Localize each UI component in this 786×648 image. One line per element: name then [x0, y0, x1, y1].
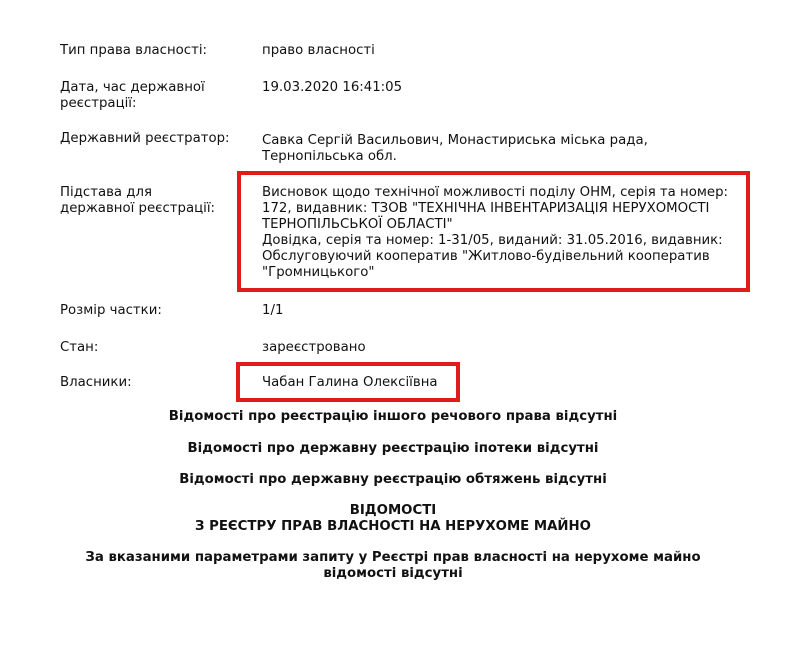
status-label: Стан: [60, 340, 99, 355]
owners-value: Чабан Галина Олексіївна [262, 375, 438, 390]
registration-basis-label: Підстава для державної реєстрації: [60, 185, 216, 216]
share-size-value: 1/1 [262, 303, 284, 318]
owners-highlight-box [236, 362, 460, 402]
ownership-type-value: право власності [262, 43, 375, 58]
basis-highlight-box [237, 171, 750, 292]
notice-mortgage: Відомості про державну реєстрацію іпотеки відсутні [187, 441, 599, 456]
owners-label: Власники: [60, 375, 132, 390]
registration-date-value: 19.03.2020 16:41:05 [262, 80, 403, 95]
section-title: ВІДОМОСТІ З РЕЄСТРУ ПРАВ ВЛАСНОСТІ НА НЕРУХОМЕ МАЙНО [195, 503, 591, 534]
registration-basis-value: Висновок щодо технічної можливості поділу ОНМ, серія та номер: 172, видавник: ТЗОВ "ТЕХНІЧНА ІНВЕНТАРИЗАЦІЯ НЕРУХОМОСТІ ТЕРНОПІЛЬСЬКОЇ ОБЛАСТІ" Довідка, серія та номер: 1-31/05, виданий: 31.05.2016, видавник: Обслуговуючий кооператив "Житлово-будівельний кооператив "Громницького" [262, 185, 729, 280]
registration-date-label: Дата, час державної реєстрації: [60, 80, 205, 111]
ownership-type-label: Тип права власності: [60, 43, 208, 58]
registrar-value: Савка Сергій Васильович, Монастириська міська рада, Тернопільська обл. [262, 133, 648, 164]
final-note: За вказаними параметрами запиту у Реєстрі прав власності на нерухоме майно відомості відсутні [85, 550, 701, 581]
notice-encumbrances: Відомості про державну реєстрацію обтяжень відсутні [179, 472, 607, 487]
status-value: зареєстровано [262, 340, 366, 355]
registrar-label: Державний реєстратор: [60, 131, 230, 146]
share-size-label: Розмір частки: [60, 303, 162, 318]
notice-other-rights: Відомості про реєстрацію іншого речового права відсутні [168, 409, 618, 424]
